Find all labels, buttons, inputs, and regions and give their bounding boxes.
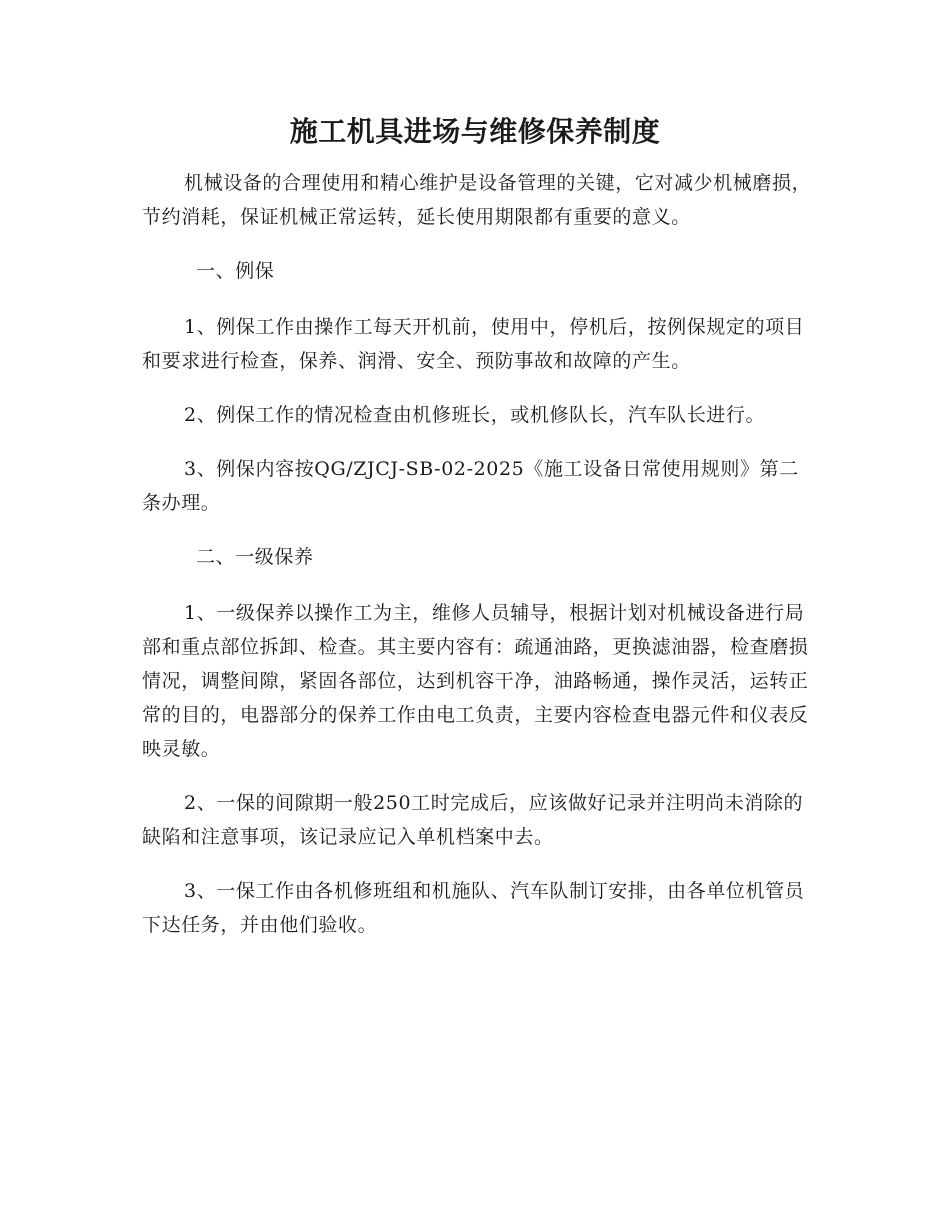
paragraph-first-level-2: 2、一保的间隙期一般250工时完成后，应该做好记录并注明尚未消除的缺陷和注意事项，该记录应记入单机档案中去。 [142,792,804,848]
paragraph-routine-1: 1、例保工作由操作工每天开机前，使用中，停机后，按例保规定的项目和要求进行检查，保养、润滑、安全、预防事故和故障的产生。 [142,316,805,372]
paragraph-routine-2: 2、例保工作的情况检查由机修班长，或机修队长，汽车队长进行。 [184,404,766,426]
section-heading-first-level-maintenance: 二、一级保养 [196,546,314,568]
section-heading-routine-maintenance: 一、例保 [196,260,275,282]
paragraph-first-level-3: 3、一保工作由各机修班组和机施队、汽车队制订安排，由各单位机管员下达任务，并由他们验收。 [142,880,805,936]
paragraph-first-level-1: 1、一级保养以操作工为主，维修人员辅导，根据计划对机械设备进行局部和重点部位拆卸、检查。其主要内容有：疏通油路，更换滤油器，检查磨损情况，调整间隙，紧固各部位，达到机容干净，油路畅通，操作灵活，运转正常的目的，电器部分的保养工作由电工负责，主要内容检查电器元件和仪表反映灵敏。 [142,602,809,760]
document-body [142,166,812,962]
paragraph-routine-3: 3、例保内容按QG/ZJCJ-SB-02-2025《施工设备日常使用规则》第二条办理。 [142,458,799,514]
intro-paragraph: 机械设备的合理使用和精心维护是设备管理的关键，它对减少机械磨损，节约消耗，保证机械正常运转，延长使用期限都有重要的意义。 [142,172,812,228]
document-title: 施工机具进场与维修保养制度 [289,115,661,148]
